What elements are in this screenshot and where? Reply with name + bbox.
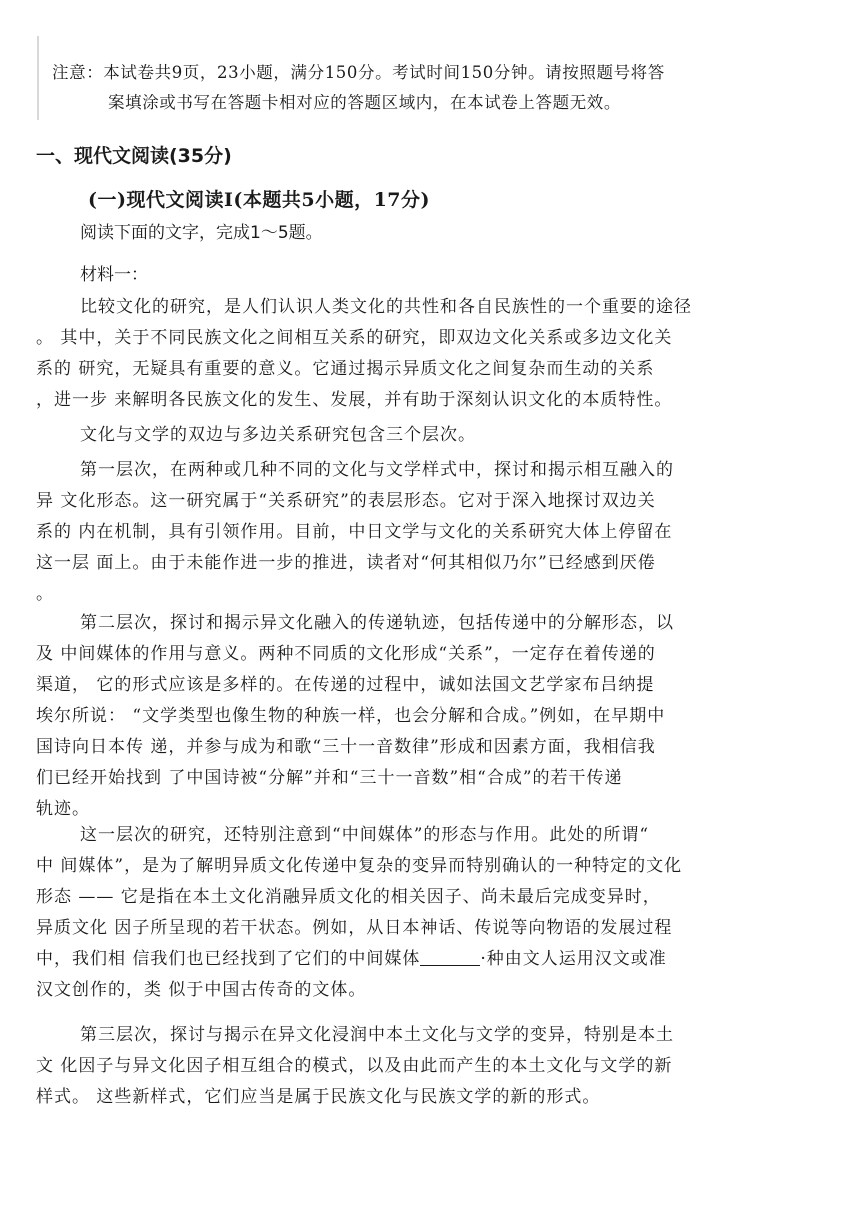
paragraph-3-line: 这一层 面上。由于未能作进一步的推进，读者对“何其相似乃尔”已经感到厌倦 [36,553,656,573]
paragraph-6-line: 文 化因子与异文化因子相互组合的模式，以及由此而产生的本土文化与文学的新 [36,1056,673,1076]
sub-section-heading: (一)现代文阅读Ⅰ(本题共5小题，17分) [88,189,431,211]
paragraph-5-line-before-blank: 中，我们相 信我们也已经找到了它们的中间媒体 [36,949,421,969]
fill-in-blank [420,947,480,966]
notice-sidebar-line [37,36,39,120]
paragraph-1-line: 比较文化的研究，是人们认识人类文化的共性和各自民族性的一个重要的途径 [80,297,692,317]
exam-notice-line-1: 注意：本试卷共9页，23小题，满分150分。考试时间150分钟。请按照题号将答 [52,63,665,82]
paragraph-4-line: 及 中间媒体的作用与意义。两种不同质的文化形成“关系”，一定存在着传递的 [36,644,656,664]
paragraph-5-line: 形态 —— 它是指在本土文化消融异质文化的相关因子、尚未最后完成变异时， [36,887,661,907]
paragraph-4-line: 第二层次，探讨和揭示异文化融入的传递轨迹，包括传递中的分解形态，以 [80,613,674,633]
paragraph-4 [36,608,776,825]
paragraph-5-line: 这一层次的研究，还特别注意到“中间媒体”的形态与作用。此处的所谓“ [80,825,650,845]
paragraph-2 [36,420,776,451]
paragraph-2-line: 文化与文学的双边与多边关系研究包含三个层次。 [80,425,476,445]
paragraph-6 [36,1020,776,1113]
paragraph-5-line: 汉文创作的，类 似于中国古传奇的文体。 [36,980,367,1000]
exam-notice [52,58,792,118]
paragraph-4-line: 渠道， 它的形式应该是多样的。在传递的过程中，诚如法国文艺学家布吕纳提 [36,675,655,695]
paragraph-5 [36,820,776,1006]
paragraph-3 [36,455,776,610]
paragraph-5-line [36,944,776,975]
paragraph-3-line: 。 [36,584,54,604]
paragraph-1-line: 。 其中，关于不同民族文化之间相互关系的研究，即双边文化关系或多边文化关 [36,328,673,348]
paragraph-4-line: 国诗向日本传 递，并参与成为和歌“三十一音数律”形成和因素方面，我相信我 [36,737,656,757]
paragraph-5-line: 中 间媒体”，是为了解明异质文化传递中复杂的变异而特别确认的一种特定的文化 [36,856,683,876]
section-heading: 一、现代文阅读(35分) [36,145,232,167]
paragraph-4-line: 埃尔所说： “文学类型也像生物的种族一样，也会分解和合成。”例如，在早期中 [36,706,666,726]
exam-notice-line-2: 案填涂或书写在答题卡相对应的答题区域内，在本试卷上答题无效。 [108,93,621,112]
paragraph-6-line: 第三层次，探讨与揭示在异文化浸润中本土文化与文学的变异，特别是本土 [80,1025,674,1045]
reading-instruction: 阅读下面的文字，完成1～5题。 [80,223,323,243]
paragraph-5-line: 异质文化 因子所呈现的若干状态。例如，从日本神话、传说等向物语的发展过程 [36,918,673,938]
paragraph-6-line: 样式。 这些新样式，它们应当是属于民族文化与民族文学的新的形式。 [36,1087,601,1107]
paragraph-4-line: 们已经开始找到 了中国诗被“分解”并和“三十一音数”相“合成”的若干传递 [36,768,623,788]
paragraph-1-line: ，进一步 来解明各民族文化的发生、发展，并有助于深刻认识文化的本质特性。 [36,390,673,410]
paragraph-3-line: 第一层次，在两种或几种不同的文化与文学样式中，探讨和揭示相互融入的 [80,460,674,480]
paragraph-1-line: 系的 研究，无疑具有重要的意义。它通过揭示异质文化之间复杂而生动的关系 [36,359,655,379]
paragraph-3-line: 系的 内在机制，具有引领作用。目前，中日文学与文化的关系研究大体上停留在 [36,522,673,542]
paragraph-5-line-after-blank: ·种由文人运用汉文或准 [480,949,667,969]
paragraph-3-line: 异 文化形态。这一研究属于“关系研究”的表层形态。它对于深入地探讨双边关 [36,491,656,511]
paragraph-4-line: 轨迹。 [36,799,90,819]
material-label: 材料一： [80,265,148,285]
paragraph-1 [36,292,776,416]
